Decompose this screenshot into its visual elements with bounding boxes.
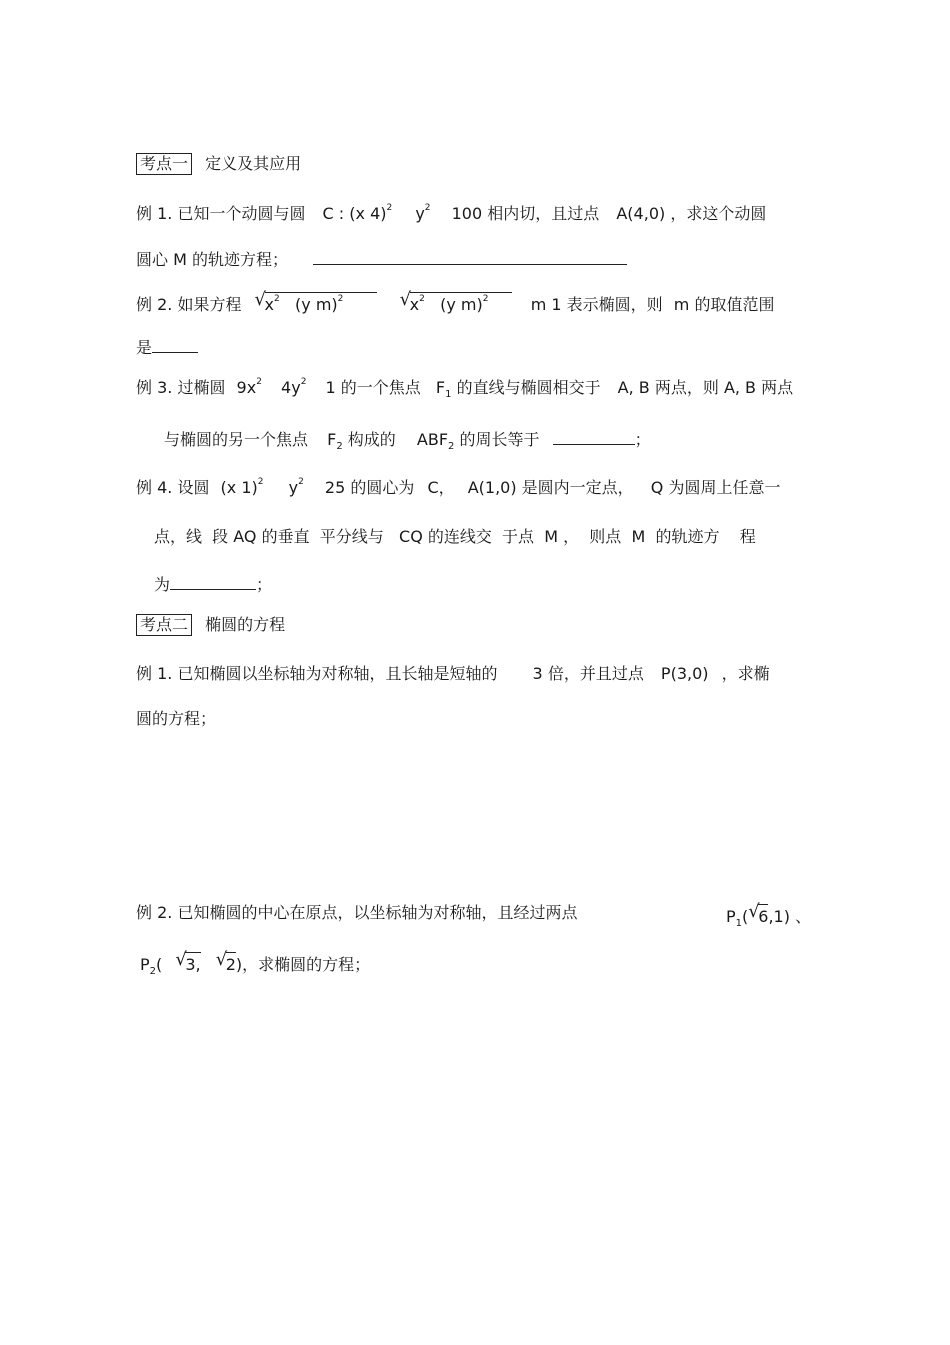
sqrt-expression-2: √ $x^2$ (y m)$^2$ [400,292,512,316]
sqrt-expression-1: √ $x^2$ (y m)$^2$ [255,292,377,316]
answer-blank[interactable] [553,426,635,445]
s1-q2-line2: 是 [136,334,198,356]
section1-header [136,153,301,175]
s1-q3-line1: 例 3. 过椭圆 $9x^2$ $4y^2$ 1 的一个焦点 $F_1$ 的直线与椭圆相交于 A, B 两点，则 A, B 两点 [136,377,794,400]
s2-q2-point1: $P_1$( √ 6,1) 、 [726,901,812,929]
section2-subtitle: 椭圆的方程 [205,615,286,634]
s1-q2-line1: 例 2. 如果方程 √ $x^2$ (y m)$^2$ √ $x^2$ (y m)$^2$ m 1 表示椭圆，则 m 的取值范围 [136,289,775,314]
answer-blank[interactable] [313,246,627,265]
s2-q2-line1: 例 2. 已知椭圆的中心在原点，以坐标轴为对称轴，且经过两点 [136,903,578,922]
s1-q4-line2: 点，线 段 AQ 的垂直 平分线与 CQ 的连线交 于点 M ， 则点 M 的轨迹方 程 [154,527,756,546]
s1-q1-line2: 圆心 M 的轨迹方程； [136,246,627,268]
s2-q2-line2: $P_2$( √ 3, √ 2)，求椭圆的方程； [140,949,371,977]
section2-title: 考点二 [136,614,192,636]
s1-q4-line3: 为 ； [154,571,272,593]
answer-blank[interactable] [170,571,256,590]
s1-q3-line2: 与椭圆的另一个焦点 $F_2$ 构成的 $ABF_2$ 的周长等于 ； [164,426,651,448]
s1-q1-line1: 例 1. 已知一个动圆与圆 C : (x 4)$^2$ $y^2$ 100 相内切，且过点 A(4,0) ，求这个动圆 [136,203,767,223]
s2-q1-line2: 圆的方程； [136,709,217,728]
section1-title: 考点一 [136,153,192,175]
section2-header [136,614,285,636]
answer-blank[interactable] [152,334,198,353]
s1-q4-line1: 例 4. 设圆 (x 1)$^2$ $y^2$ 25 的圆心为 C， A(1,0) 是圆内一定点， Q 为圆周上任意一 [136,477,781,497]
s2-q1-line1: 例 1. 已知椭圆以坐标轴为对称轴，且长轴是短轴的 3 倍，并且过点 P(3,0) ，求椭 [136,664,770,683]
section1-subtitle: 定义及其应用 [205,154,302,173]
s1-q1-equation: C : (x 4)$^2$ [322,203,393,223]
